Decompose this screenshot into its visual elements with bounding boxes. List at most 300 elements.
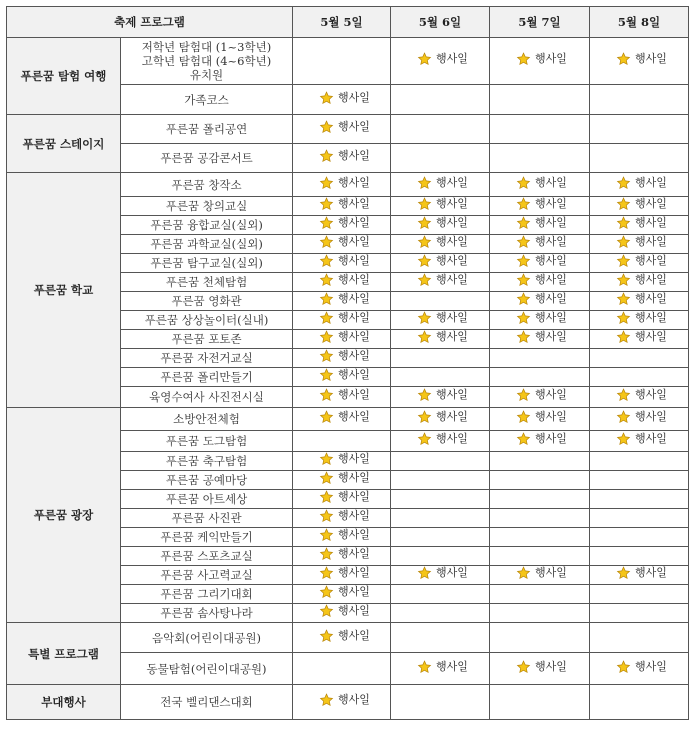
day-cell	[490, 452, 590, 471]
day-cell	[490, 528, 590, 547]
event-label: 행사일	[338, 254, 370, 267]
program-name: 푸른꿈 자전거교실	[121, 349, 293, 368]
event-label: 행사일	[338, 368, 370, 381]
day-cell	[590, 38, 689, 85]
day-cell	[590, 431, 689, 452]
event-label: 행사일	[436, 175, 468, 189]
star-icon	[319, 292, 338, 306]
star-icon	[516, 566, 535, 580]
star-icon	[516, 660, 535, 674]
day-cell	[490, 368, 590, 387]
event-day-marker	[319, 216, 370, 230]
program-name: 푸른꿈 폴리공연	[121, 115, 293, 144]
event-day-marker	[516, 566, 567, 580]
program-name: 푸른꿈 사진관	[121, 509, 293, 528]
day-cell	[590, 653, 689, 685]
day-cell	[391, 471, 490, 490]
event-day-marker	[417, 176, 468, 190]
day-cell	[391, 653, 490, 685]
event-label: 행사일	[535, 292, 567, 305]
event-label: 행사일	[635, 410, 667, 423]
event-day-marker	[319, 149, 370, 163]
program-name: 푸른꿈 축구탐험	[121, 452, 293, 471]
event-day-marker	[417, 410, 468, 424]
event-day-marker	[616, 566, 667, 580]
day-cell	[490, 387, 590, 408]
event-label: 행사일	[635, 175, 667, 189]
event-day-marker	[516, 388, 567, 402]
star-icon	[616, 292, 635, 306]
event-day-marker	[417, 311, 468, 325]
program-name: 저학년 탐험대 (1~3학년) 고학년 탐험대 (4~6학년) 유치원	[121, 38, 293, 85]
event-day-marker	[319, 388, 370, 402]
star-icon	[616, 273, 635, 287]
event-day-marker	[319, 629, 370, 643]
star-icon	[319, 410, 338, 424]
table-row	[7, 685, 689, 720]
program-name: 동물탐험(어린이대공원)	[121, 653, 293, 685]
program-name: 푸른꿈 공감콘서트	[121, 144, 293, 173]
event-label: 행사일	[338, 490, 370, 503]
event-label: 행사일	[635, 254, 667, 267]
day-cell	[490, 330, 590, 349]
event-label: 행사일	[436, 388, 468, 401]
program-name: 푸른꿈 천체탐험	[121, 273, 293, 292]
day-cell	[490, 566, 590, 585]
day-cell	[590, 273, 689, 292]
event-label: 행사일	[436, 330, 468, 343]
event-label: 행사일	[635, 432, 667, 445]
event-label: 행사일	[535, 311, 567, 324]
event-label: 행사일	[635, 216, 667, 229]
day-cell	[391, 685, 490, 720]
program-name: 푸른꿈 스포츠교실	[121, 547, 293, 566]
day-cell	[293, 604, 391, 623]
event-label: 행사일	[635, 292, 667, 305]
header-date-4: 5월 8일	[590, 7, 689, 38]
event-label: 행사일	[535, 175, 567, 189]
day-cell	[391, 585, 490, 604]
star-icon	[516, 311, 535, 325]
event-day-marker	[417, 216, 468, 230]
event-day-marker	[319, 292, 370, 306]
event-day-marker	[417, 566, 468, 580]
star-icon	[417, 432, 436, 446]
day-cell	[391, 273, 490, 292]
day-cell	[590, 685, 689, 720]
event-day-marker	[417, 330, 468, 344]
program-name: 소방안전체험	[121, 408, 293, 431]
event-day-marker	[616, 216, 667, 230]
event-day-marker	[616, 235, 667, 249]
event-label: 행사일	[436, 254, 468, 267]
event-label: 행사일	[338, 175, 370, 189]
day-cell	[391, 254, 490, 273]
day-cell	[490, 144, 590, 173]
table-row	[7, 38, 689, 85]
star-icon	[319, 330, 338, 344]
day-cell	[293, 685, 391, 720]
event-day-marker	[616, 52, 667, 66]
event-label: 행사일	[535, 659, 567, 673]
event-day-marker	[319, 91, 370, 105]
event-day-marker	[319, 368, 370, 382]
event-day-marker	[319, 176, 370, 190]
header-date-3: 5월 7일	[490, 7, 590, 38]
day-cell	[490, 254, 590, 273]
program-name: 푸른꿈 탐구교실(실외)	[121, 254, 293, 273]
event-day-marker	[417, 197, 468, 211]
star-icon	[616, 660, 635, 674]
event-label: 행사일	[535, 432, 567, 445]
event-label: 행사일	[338, 273, 370, 286]
event-day-marker	[319, 410, 370, 424]
day-cell	[590, 623, 689, 653]
day-cell	[490, 38, 590, 85]
event-label: 행사일	[635, 659, 667, 673]
star-icon	[616, 330, 635, 344]
event-day-marker	[516, 432, 567, 446]
event-day-marker	[319, 311, 370, 325]
day-cell	[293, 585, 391, 604]
event-day-marker	[616, 311, 667, 325]
day-cell	[293, 273, 391, 292]
star-icon	[319, 91, 338, 105]
event-day-marker	[319, 585, 370, 599]
event-label: 행사일	[338, 149, 370, 162]
star-icon	[616, 176, 635, 190]
table-row	[7, 623, 689, 653]
event-label: 행사일	[535, 330, 567, 343]
star-icon	[516, 176, 535, 190]
star-icon	[516, 235, 535, 249]
day-cell	[490, 311, 590, 330]
star-icon	[417, 311, 436, 325]
day-cell	[490, 547, 590, 566]
event-day-marker	[516, 197, 567, 211]
event-label: 행사일	[338, 604, 370, 617]
star-icon	[417, 330, 436, 344]
day-cell	[590, 604, 689, 623]
day-cell	[293, 566, 391, 585]
event-label: 행사일	[635, 388, 667, 401]
day-cell	[293, 387, 391, 408]
day-cell	[490, 292, 590, 311]
day-cell	[490, 685, 590, 720]
event-label: 행사일	[436, 216, 468, 229]
day-cell	[590, 144, 689, 173]
day-cell	[490, 509, 590, 528]
program-name: 가족코스	[121, 85, 293, 115]
program-name: 푸른꿈 창작소	[121, 173, 293, 197]
event-day-marker	[319, 197, 370, 211]
event-label: 행사일	[436, 566, 468, 579]
category-label: 부대행사	[7, 685, 121, 720]
day-cell	[293, 311, 391, 330]
event-label: 행사일	[338, 628, 370, 642]
event-day-marker	[616, 388, 667, 402]
star-icon	[616, 235, 635, 249]
day-cell	[391, 311, 490, 330]
event-label: 행사일	[338, 90, 370, 104]
star-icon	[319, 368, 338, 382]
star-icon	[319, 452, 338, 466]
star-icon	[417, 235, 436, 249]
event-day-marker	[319, 528, 370, 542]
star-icon	[319, 566, 338, 580]
program-name: 푸른꿈 상상놀이터(실내)	[121, 311, 293, 330]
star-icon	[516, 432, 535, 446]
day-cell	[391, 509, 490, 528]
day-cell	[293, 330, 391, 349]
event-label: 행사일	[436, 311, 468, 324]
header-date-1: 5월 5일	[293, 7, 391, 38]
event-day-marker	[616, 197, 667, 211]
star-icon	[616, 311, 635, 325]
star-icon	[319, 149, 338, 163]
day-cell	[293, 368, 391, 387]
day-cell	[293, 623, 391, 653]
day-cell	[391, 431, 490, 452]
star-icon	[417, 388, 436, 402]
event-day-marker	[516, 52, 567, 66]
event-label: 행사일	[436, 197, 468, 210]
event-day-marker	[616, 292, 667, 306]
event-day-marker	[516, 330, 567, 344]
event-label: 행사일	[338, 235, 370, 248]
star-icon	[417, 273, 436, 287]
program-name: 푸른꿈 폴리만들기	[121, 368, 293, 387]
day-cell	[391, 528, 490, 547]
day-cell	[490, 197, 590, 216]
day-cell	[490, 585, 590, 604]
star-icon	[616, 52, 635, 66]
program-name: 푸른꿈 창의교실	[121, 197, 293, 216]
category-label: 푸른꿈 탐험 여행	[7, 38, 121, 115]
event-day-marker	[616, 273, 667, 287]
event-day-marker	[319, 120, 370, 134]
event-day-marker	[516, 660, 567, 674]
event-label: 행사일	[635, 566, 667, 579]
event-day-marker	[319, 604, 370, 618]
day-cell	[293, 197, 391, 216]
event-day-marker	[516, 292, 567, 306]
event-label: 행사일	[635, 235, 667, 248]
day-cell	[490, 604, 590, 623]
day-cell	[293, 38, 391, 85]
day-cell	[590, 173, 689, 197]
star-icon	[616, 254, 635, 268]
event-label: 행사일	[338, 388, 370, 401]
event-day-marker	[417, 388, 468, 402]
event-day-marker	[417, 660, 468, 674]
event-label: 행사일	[535, 254, 567, 267]
day-cell	[293, 408, 391, 431]
event-day-marker	[319, 490, 370, 504]
star-icon	[319, 528, 338, 542]
day-cell	[293, 292, 391, 311]
event-day-marker	[319, 349, 370, 363]
event-label: 행사일	[535, 52, 567, 65]
star-icon	[319, 197, 338, 211]
day-cell	[391, 490, 490, 509]
day-cell	[293, 254, 391, 273]
star-icon	[319, 349, 338, 363]
day-cell	[293, 235, 391, 254]
star-icon	[516, 410, 535, 424]
category-label: 특별 프로그램	[7, 623, 121, 685]
event-label: 행사일	[535, 216, 567, 229]
day-cell	[293, 653, 391, 685]
day-cell	[590, 368, 689, 387]
day-cell	[293, 547, 391, 566]
event-label: 행사일	[338, 216, 370, 229]
day-cell	[293, 528, 391, 547]
header-row	[7, 7, 689, 38]
day-cell	[490, 216, 590, 235]
day-cell	[490, 490, 590, 509]
day-cell	[490, 85, 590, 115]
program-name: 푸른꿈 포토존	[121, 330, 293, 349]
event-label: 행사일	[338, 197, 370, 210]
day-cell	[391, 85, 490, 115]
star-icon	[319, 471, 338, 485]
category-label: 푸른꿈 광장	[7, 408, 121, 623]
event-day-marker	[319, 693, 370, 707]
day-cell	[590, 330, 689, 349]
program-name: 푸른꿈 과학교실(실외)	[121, 235, 293, 254]
day-cell	[293, 349, 391, 368]
star-icon	[417, 660, 436, 674]
star-icon	[319, 509, 338, 523]
day-cell	[391, 387, 490, 408]
star-icon	[417, 254, 436, 268]
day-cell	[293, 452, 391, 471]
event-label: 행사일	[338, 410, 370, 423]
star-icon	[319, 693, 338, 707]
event-day-marker	[516, 216, 567, 230]
event-day-marker	[516, 235, 567, 249]
star-icon	[319, 176, 338, 190]
event-day-marker	[417, 432, 468, 446]
day-cell	[590, 254, 689, 273]
event-label: 행사일	[338, 528, 370, 541]
day-cell	[590, 408, 689, 431]
event-label: 행사일	[436, 52, 468, 65]
star-icon	[417, 216, 436, 230]
event-day-marker	[516, 176, 567, 190]
star-icon	[616, 216, 635, 230]
day-cell	[391, 547, 490, 566]
day-cell	[391, 292, 490, 311]
day-cell	[391, 330, 490, 349]
event-day-marker	[319, 509, 370, 523]
star-icon	[319, 604, 338, 618]
event-day-marker	[616, 176, 667, 190]
event-day-marker	[516, 254, 567, 268]
day-cell	[590, 566, 689, 585]
event-day-marker	[417, 254, 468, 268]
event-label: 행사일	[535, 273, 567, 286]
table-row	[7, 408, 689, 431]
star-icon	[319, 388, 338, 402]
day-cell	[590, 197, 689, 216]
program-name: 푸른꿈 케익만들기	[121, 528, 293, 547]
day-cell	[391, 216, 490, 235]
event-label: 행사일	[338, 311, 370, 324]
star-icon	[616, 388, 635, 402]
event-day-marker	[319, 330, 370, 344]
star-icon	[319, 235, 338, 249]
event-day-marker	[516, 410, 567, 424]
event-day-marker	[417, 273, 468, 287]
day-cell	[391, 604, 490, 623]
star-icon	[417, 197, 436, 211]
event-label: 행사일	[635, 52, 667, 65]
event-day-marker	[319, 254, 370, 268]
event-day-marker	[616, 254, 667, 268]
day-cell	[391, 566, 490, 585]
event-label: 행사일	[635, 273, 667, 286]
event-label: 행사일	[338, 585, 370, 598]
star-icon	[516, 197, 535, 211]
event-label: 행사일	[535, 197, 567, 210]
day-cell	[590, 349, 689, 368]
category-label: 푸른꿈 학교	[7, 173, 121, 408]
event-day-marker	[417, 52, 468, 66]
event-day-marker	[319, 235, 370, 249]
day-cell	[590, 585, 689, 604]
star-icon	[319, 547, 338, 561]
program-name: 푸른꿈 솜사탕나라	[121, 604, 293, 623]
program-name: 푸른꿈 그리기대회	[121, 585, 293, 604]
star-icon	[516, 292, 535, 306]
program-name: 푸른꿈 융합교실(실외)	[121, 216, 293, 235]
day-cell	[590, 509, 689, 528]
star-icon	[616, 432, 635, 446]
day-cell	[293, 490, 391, 509]
day-cell	[490, 349, 590, 368]
day-cell	[590, 85, 689, 115]
event-label: 행사일	[535, 410, 567, 423]
day-cell	[293, 173, 391, 197]
program-name: 푸른꿈 아트세상	[121, 490, 293, 509]
star-icon	[319, 629, 338, 643]
day-cell	[490, 235, 590, 254]
day-cell	[293, 115, 391, 144]
event-day-marker	[616, 330, 667, 344]
day-cell	[490, 273, 590, 292]
event-label: 행사일	[436, 235, 468, 248]
event-label: 행사일	[338, 547, 370, 560]
star-icon	[616, 410, 635, 424]
star-icon	[516, 254, 535, 268]
day-cell	[293, 85, 391, 115]
star-icon	[516, 273, 535, 287]
event-day-marker	[417, 235, 468, 249]
event-day-marker	[616, 410, 667, 424]
star-icon	[319, 311, 338, 325]
star-icon	[417, 410, 436, 424]
star-icon	[319, 120, 338, 134]
day-cell	[590, 311, 689, 330]
event-label: 행사일	[338, 566, 370, 579]
event-label: 행사일	[635, 311, 667, 324]
day-cell	[590, 471, 689, 490]
star-icon	[319, 254, 338, 268]
star-icon	[417, 566, 436, 580]
star-icon	[516, 216, 535, 230]
